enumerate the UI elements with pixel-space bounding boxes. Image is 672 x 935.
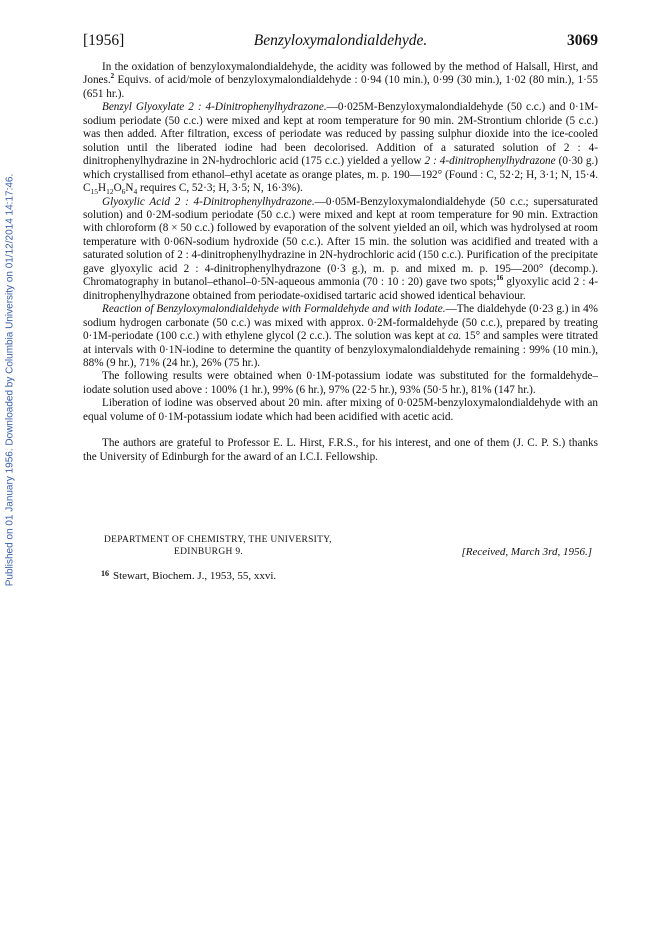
running-title: Benzyloxymalondialdehyde. <box>253 32 428 49</box>
paragraph-benzyl-glyoxylate: Benzyl Glyoxylate 2 : 4-Dinitrophenylhydrazone.—0·025M-Benzyloxymalondialdehyde (50 c.c.) and 0·1M-sodium periodate (50 c.c.) were mixed and kept at room temperature for 90 min. 2M-Strontium chloride (5 c.c.) was then added. After filtration, excess of periodate was reduced by passing sulphur dioxide into the ice-cooled solution until the liberated iodine had been decolorised. Addition of a saturated solution of 2 : 4-dinitrophenylhydrazine in 2N-hydrochloric acid (175 c.c.) yielded a yellow 2 : 4-dinitrophenylhydrazone (0·30 g.) which crystallised from ethanol–ethyl acetate as orange plates, m. p. 190—192° (Found : C, 52·2; H, 3·1; N, 15·4. $C_{15}H_{12}O_6N_4$ requires C, 52·3; H, 3·5; N, 16·3%). <box>83 101 598 197</box>
footnote <box>101 569 276 582</box>
reference-marker: 2 <box>110 72 115 81</box>
page-header <box>83 32 598 54</box>
section-heading: Glyoxylic Acid 2 : 4-Dinitrophenylhydrazone. <box>102 195 315 208</box>
affiliation <box>104 534 332 558</box>
paragraph-iodine-liberation: Liberation of iodine was observed about 20 min. after mixing of 0·025M-benzyloxymalondialdehyde with an equal volume of 0·1M-potassium iodate which had been acidified with acetic acid. <box>83 397 598 423</box>
affiliation-line-1: DEPARTMENT OF CHEMISTRY, THE UNIVERSITY, <box>104 535 332 545</box>
paragraph-acidity: In the oxidation of benzyloxymalondialdehyde, the acidity was followed by the method of Halsall, Hirst, and Jones.$^2$ Equivs. of acid/mole of benzyloxymalondialdehyde : 0·94 (10 min.), 0·99 (30 min.), 1·02 (80 min.), 1·55 (651 hr.). <box>83 61 598 100</box>
download-notice-text: Published on 01 January 1956. Downloaded by Columbia University on 01/12/2014 14:17:46. <box>4 173 16 587</box>
page-number: 3069 <box>567 32 598 49</box>
affiliation-line-2: EDINBURGH 9. <box>174 547 244 557</box>
paragraph-glyoxylic-acid: Glyoxylic Acid 2 : 4-Dinitrophenylhydrazone.—0·05M-Benzyloxymalondialdehyde (50 c.c.; supersaturated solution) and 0·2M-sodium periodate (50 c.c.) were mixed and kept at room temperature for 90 min. Extraction with chloroform (8 × 50 c.c.) followed by evaporation of the solvent yielded an oil, which was hydrolysed at room temperature with 0·06N-sodium hydroxide (50 c.c.). After 15 min. the solution was acidified and treated with a saturated solution of 2 : 4-dinitrophenylhydrazine in 2N-hydrochloric acid (150 c.c.). Purification of the precipitate gave glyoxylic acid 2 : 4-dinitrophenylhydrazone (0·3 g.), m. p. and mixed m. p. 195—200° (decomp.). Chromatography in butanol–ethanol–0·5N-aqueous ammonia (70 : 10 : 20) gave two spots;$^{16}$ glyoxylic acid 2 : 4-dinitrophenylhydrazone obtained from periodate-oxidised tartaric acid showed identical behaviour. <box>83 195 599 302</box>
article-body <box>83 61 598 464</box>
received-date: [Received, March 3rd, 1956.] <box>461 546 592 558</box>
footnote-text: Stewart, Biochem. J., 1953, 55, xxvi. <box>113 570 277 582</box>
acknowledgements: The authors are grateful to Professor E. L. Hirst, F.R.S., for his interest, and one of them (J. C. P. S.) thanks the University of Edinburgh for the award of an I.C.I. Fellowship. <box>83 437 598 463</box>
footnote-number: 16 <box>101 569 109 578</box>
header-year: [1956] <box>83 32 125 49</box>
section-heading: Benzyl Glyoxylate 2 : 4-Dinitrophenylhydrazone. <box>102 101 327 114</box>
paragraph-formaldehyde-iodate: Reaction of Benzyloxymalondialdehyde with Formaldehyde and with Iodate.—The dialdehyde (0·23 g.) in 4% sodium hydrogen carbonate (50 c.c.) was mixed with approx. 0·2M-formaldehyde (50 c.c.), prepared by treating 0·1M-periodate (100 c.c.) with ethylene glycol (2 c.c.). The solution was kept at ca. 15° and samples were titrated at intervals with 0·1N-iodine to determine the quantity of benzyloxymalondialdehyde remaining : 99% (10 min.), 88% (9 hr.), 71% (24 hr.), 26% (75 hr.). <box>83 303 598 369</box>
reference-marker: 16 <box>496 274 504 283</box>
download-notice-sidebar <box>3 173 17 587</box>
paragraph-iodate-results: The following results were obtained when 0·1M-potassium iodate was substituted for the formaldehyde–iodate solution used above : 100% (1 hr.), 99% (6 hr.), 97% (22·5 hr.), 93% (50·5 hr.), 81% (147 hr.). <box>83 370 598 396</box>
section-heading: Reaction of Benzyloxymalondialdehyde with Formaldehyde and with Iodate. <box>102 303 446 316</box>
